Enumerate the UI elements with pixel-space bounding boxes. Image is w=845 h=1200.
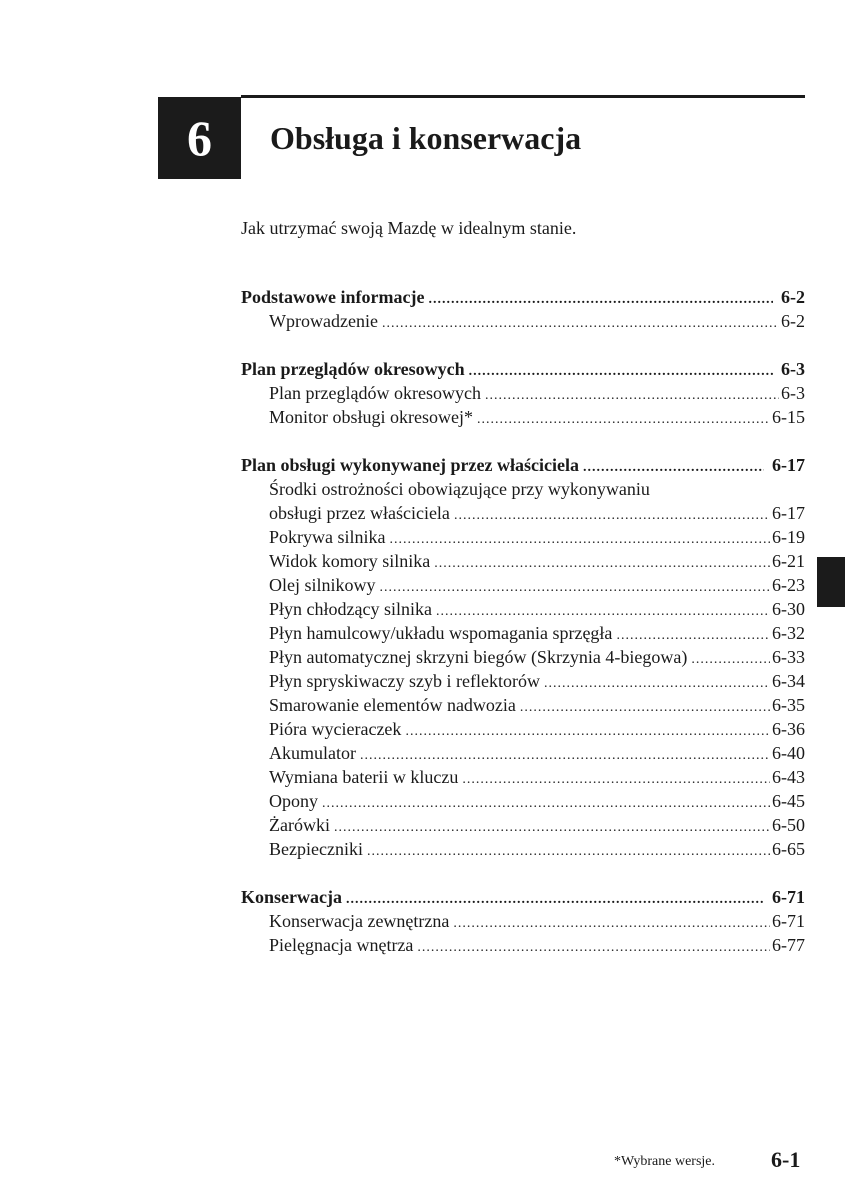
toc-leader-dots	[462, 768, 770, 792]
toc-entry-page: 6-50	[772, 815, 805, 835]
toc-section-heading[interactable]	[241, 885, 805, 909]
toc-entry[interactable]	[241, 573, 805, 597]
toc-entry-label: Pielęgnacja wnętrza	[269, 935, 414, 955]
toc-section-page: 6-3	[781, 359, 805, 379]
toc-entry[interactable]	[241, 837, 805, 861]
toc-entry-page: 6-17	[772, 503, 805, 523]
page-number: 6-1	[771, 1147, 801, 1172]
toc-section-title: Plan obsługi wykonywanej przez właściciela	[241, 455, 579, 475]
toc-entry[interactable]	[241, 933, 805, 957]
toc-entry-label: Żarówki	[269, 815, 330, 835]
toc-entry-label: Widok komory silnika	[269, 551, 431, 571]
toc-entry[interactable]	[241, 765, 805, 789]
toc-entry[interactable]	[241, 669, 805, 693]
toc-entry[interactable]	[241, 717, 805, 741]
toc-section-heading[interactable]	[241, 285, 805, 309]
toc-entry-label: Konserwacja zewnętrzna	[269, 911, 450, 931]
toc-entry[interactable]	[241, 501, 805, 525]
toc-entry[interactable]	[241, 693, 805, 717]
toc-leader-dots	[390, 528, 771, 552]
toc-entry[interactable]	[241, 405, 805, 429]
toc-leader-dots	[469, 360, 773, 384]
toc-entry-page: 6-30	[772, 599, 805, 619]
toc-entry[interactable]	[241, 813, 805, 837]
toc-leader-dots	[367, 840, 770, 864]
toc-entry[interactable]	[241, 909, 805, 933]
toc-leader-dots	[485, 384, 779, 408]
toc-entry-page: 6-36	[772, 719, 805, 739]
toc-leader-dots	[520, 696, 770, 720]
toc-entry-label: Plan przeglądów okresowych	[269, 383, 481, 403]
toc-entry[interactable]	[241, 525, 805, 549]
toc-section-page: 6-71	[772, 887, 805, 907]
toc-leader-dots	[477, 408, 770, 432]
toc-leader-dots	[417, 936, 770, 960]
toc-section-title: Podstawowe informacje	[241, 287, 425, 307]
toc-entry-page: 6-71	[772, 911, 805, 931]
toc-entry-page: 6-35	[772, 695, 805, 715]
toc-section-periodic-inspections	[241, 357, 805, 429]
toc-entry-label-continued: obsługi przez właściciela	[269, 503, 450, 523]
toc-entry-label: Smarowanie elementów nadwozia	[269, 695, 516, 715]
toc-entry-label: Pokrywa silnika	[269, 527, 386, 547]
toc-section-heading[interactable]	[241, 357, 805, 381]
toc-leader-dots	[428, 288, 773, 312]
toc-entry-page: 6-32	[772, 623, 805, 643]
chapter-top-rule	[241, 95, 805, 98]
toc-entry-page: 6-40	[772, 743, 805, 763]
toc-entry-page: 6-77	[772, 935, 805, 955]
toc-leader-dots	[380, 576, 771, 600]
toc-entry[interactable]	[241, 741, 805, 765]
toc-section-title: Plan przeglądów okresowych	[241, 359, 465, 379]
toc-leader-dots	[382, 312, 779, 336]
toc-entry[interactable]	[241, 645, 805, 669]
toc-entry[interactable]	[241, 789, 805, 813]
toc-leader-dots	[322, 792, 770, 816]
toc-leader-dots	[405, 720, 770, 744]
toc-entry-page: 6-65	[772, 839, 805, 859]
toc-entry[interactable]	[241, 549, 805, 573]
toc-entry-label: Monitor obsługi okresowej*	[269, 407, 473, 427]
toc-leader-dots	[334, 816, 770, 840]
toc-entry-page: 6-34	[772, 671, 805, 691]
chapter-number: 6	[187, 110, 212, 166]
toc-entry-page: 6-2	[781, 311, 805, 331]
toc-entry-label: Bezpieczniki	[269, 839, 363, 859]
toc-entry-page: 6-33	[772, 647, 805, 667]
toc-entry-page: 6-3	[781, 383, 805, 403]
toc-entry-page: 6-15	[772, 407, 805, 427]
footnote: *Wybrane wersje.	[614, 1154, 716, 1169]
toc-section-basic-information	[241, 285, 805, 333]
toc-leader-dots	[544, 672, 770, 696]
toc-section-page: 6-17	[772, 455, 805, 475]
toc-entry-page: 6-45	[772, 791, 805, 811]
toc-entry-label: Płyn hamulcowy/układu wspomagania sprzęgła	[269, 623, 613, 643]
chapter-intro: Jak utrzymać swoją Mazdę w idealnym stanie.	[241, 218, 577, 238]
toc-section-owner-maintenance	[241, 453, 805, 861]
toc-leader-dots	[691, 648, 770, 672]
toc-entry[interactable]	[241, 309, 805, 333]
toc-section-heading[interactable]	[241, 453, 805, 477]
toc-entry[interactable]	[241, 621, 805, 645]
toc-entry[interactable]	[241, 597, 805, 621]
chapter-number-box	[158, 97, 241, 179]
toc-leader-dots	[454, 504, 770, 528]
toc-entry-label: Środki ostrożności obowiązujące przy wykonywaniu	[269, 479, 650, 499]
toc-entry-page: 6-43	[772, 767, 805, 787]
toc-entry-label: Akumulator	[269, 743, 356, 763]
toc-entry-label: Płyn chłodzący silnika	[269, 599, 432, 619]
toc-leader-dots	[434, 552, 770, 576]
toc-section-care	[241, 885, 805, 957]
toc-entry-label: Pióra wycieraczek	[269, 719, 402, 739]
toc-section-page: 6-2	[781, 287, 805, 307]
toc-section-title: Konserwacja	[241, 887, 342, 907]
toc-entry-label: Wymiana baterii w kluczu	[269, 767, 459, 787]
toc-entry[interactable]	[241, 381, 805, 405]
toc-entry-label: Opony	[269, 791, 318, 811]
toc-entry-page: 6-23	[772, 575, 805, 595]
toc-entry-label: Wprowadzenie	[269, 311, 378, 331]
toc-leader-dots	[453, 912, 770, 936]
toc-entry-label: Płyn automatycznej skrzyni biegów (Skrzynia 4-biegowa)	[269, 647, 688, 667]
toc-entry-page: 6-21	[772, 551, 805, 571]
toc-entry-first-line[interactable]	[241, 477, 805, 501]
toc-entry-label: Płyn spryskiwaczy szyb i reflektorów	[269, 671, 540, 691]
toc-entry-page: 6-19	[772, 527, 805, 547]
chapter-thumb-tab	[817, 557, 845, 607]
chapter-title: Obsługa i konserwacja	[270, 120, 582, 156]
toc-entry-label: Olej silnikowy	[269, 575, 376, 595]
table-of-contents	[241, 285, 805, 981]
